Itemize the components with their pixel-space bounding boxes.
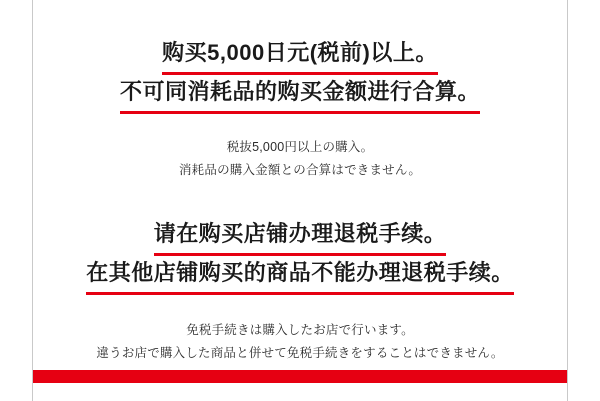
bottom-accent-bar	[33, 370, 567, 383]
section-two-jp-line-1: 免税手続きは購入したお店で行います。	[186, 323, 414, 338]
top-spacer	[33, 0, 567, 36]
section-one-jp-line-1: 税抜5,000円以上の購入。	[226, 140, 374, 155]
document-content	[33, 0, 567, 401]
section-one-cn-line-1	[33, 36, 567, 75]
section-two	[33, 217, 567, 364]
section-two-gap	[33, 295, 567, 319]
section-one-cn-text-2: 不可同消耗品的购买金额进行合算。	[120, 75, 480, 114]
right-margin-rule	[567, 0, 568, 401]
section-two-cn-text-2: 在其他店铺购买的商品不能办理退税手续。	[86, 256, 514, 295]
section-one-gap	[33, 114, 567, 136]
section-one-jp-line-2: 消耗品の購入金額との合算はできません。	[178, 162, 422, 177]
section-divider-spacer	[33, 181, 567, 217]
section-one	[33, 36, 567, 181]
section-two-cn-line-2	[33, 256, 567, 295]
section-one-cn-line-2	[33, 75, 567, 114]
section-two-cn-line-1	[33, 217, 567, 256]
section-two-jp-line-2: 違うお店で購入した商品と併せて免税手続きをすることはできません。	[96, 345, 504, 360]
section-one-cn-text-1: 购买5,000日元(税前)以上。	[162, 36, 438, 75]
section-two-cn-text-1: 请在购买店铺办理退税手续。	[154, 217, 447, 256]
